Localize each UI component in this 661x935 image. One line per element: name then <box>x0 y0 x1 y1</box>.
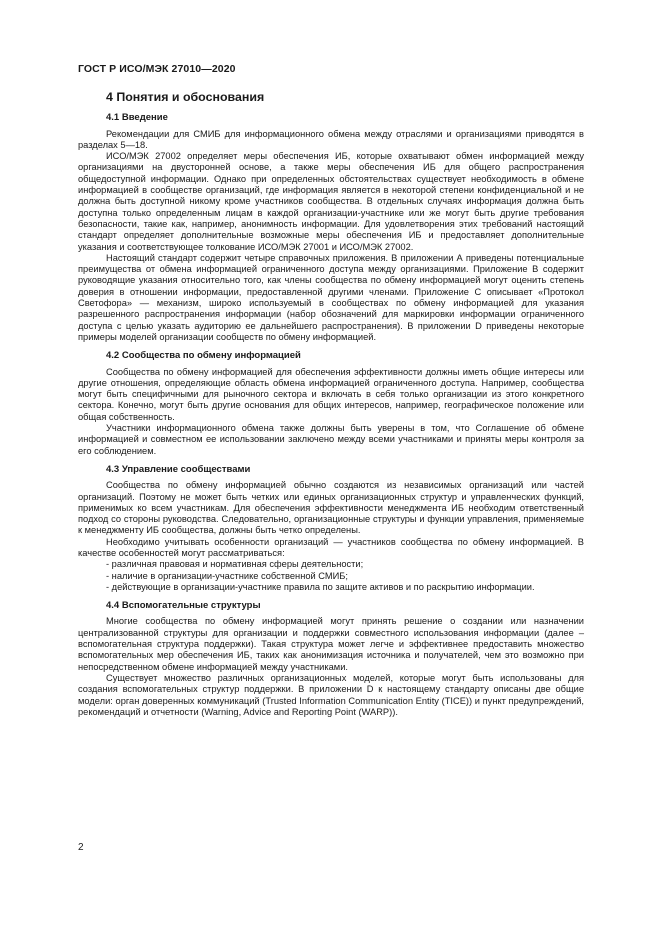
paragraph: Существует множество различных организационных моделей, которые могут быть использованы для создания вспомогательных структур поддержки. В приложении D к настоящему стандарту описаны две общие модели: орган доверенных коммуникаций (Trusted Information Communication Entity (TICE)) и пункт предупреждений, рекомендаций и отчетности (Warning, Advice and Reporting Point (WARP)). <box>78 672 584 717</box>
section-management <box>78 464 584 593</box>
page-content <box>78 92 584 725</box>
section-title: 4.3 Управление сообществами <box>106 463 251 475</box>
paragraph: Сообщества по обмену информацией обычно создаются из независимых организаций или частей организаций. Поэтому не может быть четких или единых организационных структур и управленческих функций, применимых ко всем участникам. Для обеспечения эффективности менеджмента ИБ необходим ответственный подход со стороны руководства. Следовательно, организационные структуры и функции управления, применяемые к менеджменту ИБ сообщества, должны быть четко определены. <box>78 480 584 536</box>
paragraph: Рекомендации для СМИБ для информационного обмена между отраслями и организациями приводятся в разделах 5—18. <box>78 128 584 150</box>
paragraph: Участники информационного обмена также должны быть уверены в том, что Соглашение об обмене информацией и совместном ее использовании заключено между всеми участниками и приняты меры контроля за его соблюдением. <box>78 423 584 456</box>
section-title: 4.1 Введение <box>106 112 168 124</box>
section-introduction <box>78 112 584 343</box>
paragraph: Настоящий стандарт содержит четыре справочных приложения. В приложении А приведены потенциальные преимущества от обмена информацией ограниченного доступа между организациями. Приложение В содержит руководящие указания относительно того, как члены сообщества по обмену информацией могут оценить степень доверия в отношении информации, предоставленной другими членами. Приложение С описывает «Протокол Светофора» — механизм, широко используемый в сообществах по обмену информацией для указания разрешенного распространения информации (набор обозначений для маркировки информации ограниченного доступа с целью указать аудиторию ее дальнейшего распространения). В приложении D приведены некоторые примеры моделей организации сообществ по обмену информацией. <box>78 252 584 342</box>
list-item: - наличие в организации-участнике собственной СМИБ; <box>106 570 348 581</box>
section-support-structures <box>78 600 584 718</box>
list-item: - различная правовая и нормативная сферы деятельности; <box>106 559 364 570</box>
features-list <box>78 559 584 593</box>
paragraph: ИСО/МЭК 27002 определяет меры обеспечения ИБ, которые охватывают обмен информацией между организациями на двусторонней основе, а также меры обеспечения ИБ для общего распространения общедоступной информации. Однако при определенных обстоятельствах существует необходимость в обмене информацией в сообществе организаций, где информация является в некоторой степени конфиденциальной и не должна быть доступной никому кроме участников сообщества. В отдельных случаях информация должна быть доступна только определенным лицам в каждой организации-участнике или же могут быть другие требования безопасности, такие как, например, анонимность информации. Для удовлетворения этих требований настоящий стандарт определяет дополнительные возможные меры обеспечения ИБ и предоставляет дополнительные указания и соответствующее толкование ИСО/МЭК 27001 и ИСО/МЭК 27002. <box>78 151 584 252</box>
paragraph: Сообщества по обмену информацией для обеспечения эффективности должны иметь общие интересы или другие отношения, определяющие область обмена информацией ограниченного доступа. Например, сообщества могут быть специфичными для рыночного сектора и включать в себя только организации из этого конкретного сектора. Конечно, могут быть другие основания для общих интересов, например, географическое положение или общая собственность. <box>78 366 584 422</box>
chapter-title: 4 Понятия и обоснования <box>106 90 265 104</box>
section-communities <box>78 350 584 457</box>
paragraph: Необходимо учитывать особенности организаций — участников сообщества по обмену информацией. В качестве особенностей могут рассматриваться: <box>78 536 584 558</box>
section-title: 4.4 Вспомогательные структуры <box>106 600 261 612</box>
document-header: ГОСТ Р ИСО/МЭК 27010—2020 <box>78 63 236 75</box>
section-title: 4.2 Сообщества по обмену информацией <box>106 350 301 362</box>
paragraph: Многие сообщества по обмену информацией могут принять решение о создании или назначении централизованной структуры для организации и поддержки совместного использования информации (далее – вспомогательная структура поддержки). Такая структура может легче и эффективнее предоставить множество вспомогательных мер обеспечения ИБ, таких как анонимизация источника и получателей, чем это возможно при непосредственном обмене информацией между участниками. <box>78 616 584 672</box>
list-item: - действующие в организации-участнике правила по защите активов и по раскрытию информации. <box>106 581 535 592</box>
page-number: 2 <box>78 842 84 853</box>
